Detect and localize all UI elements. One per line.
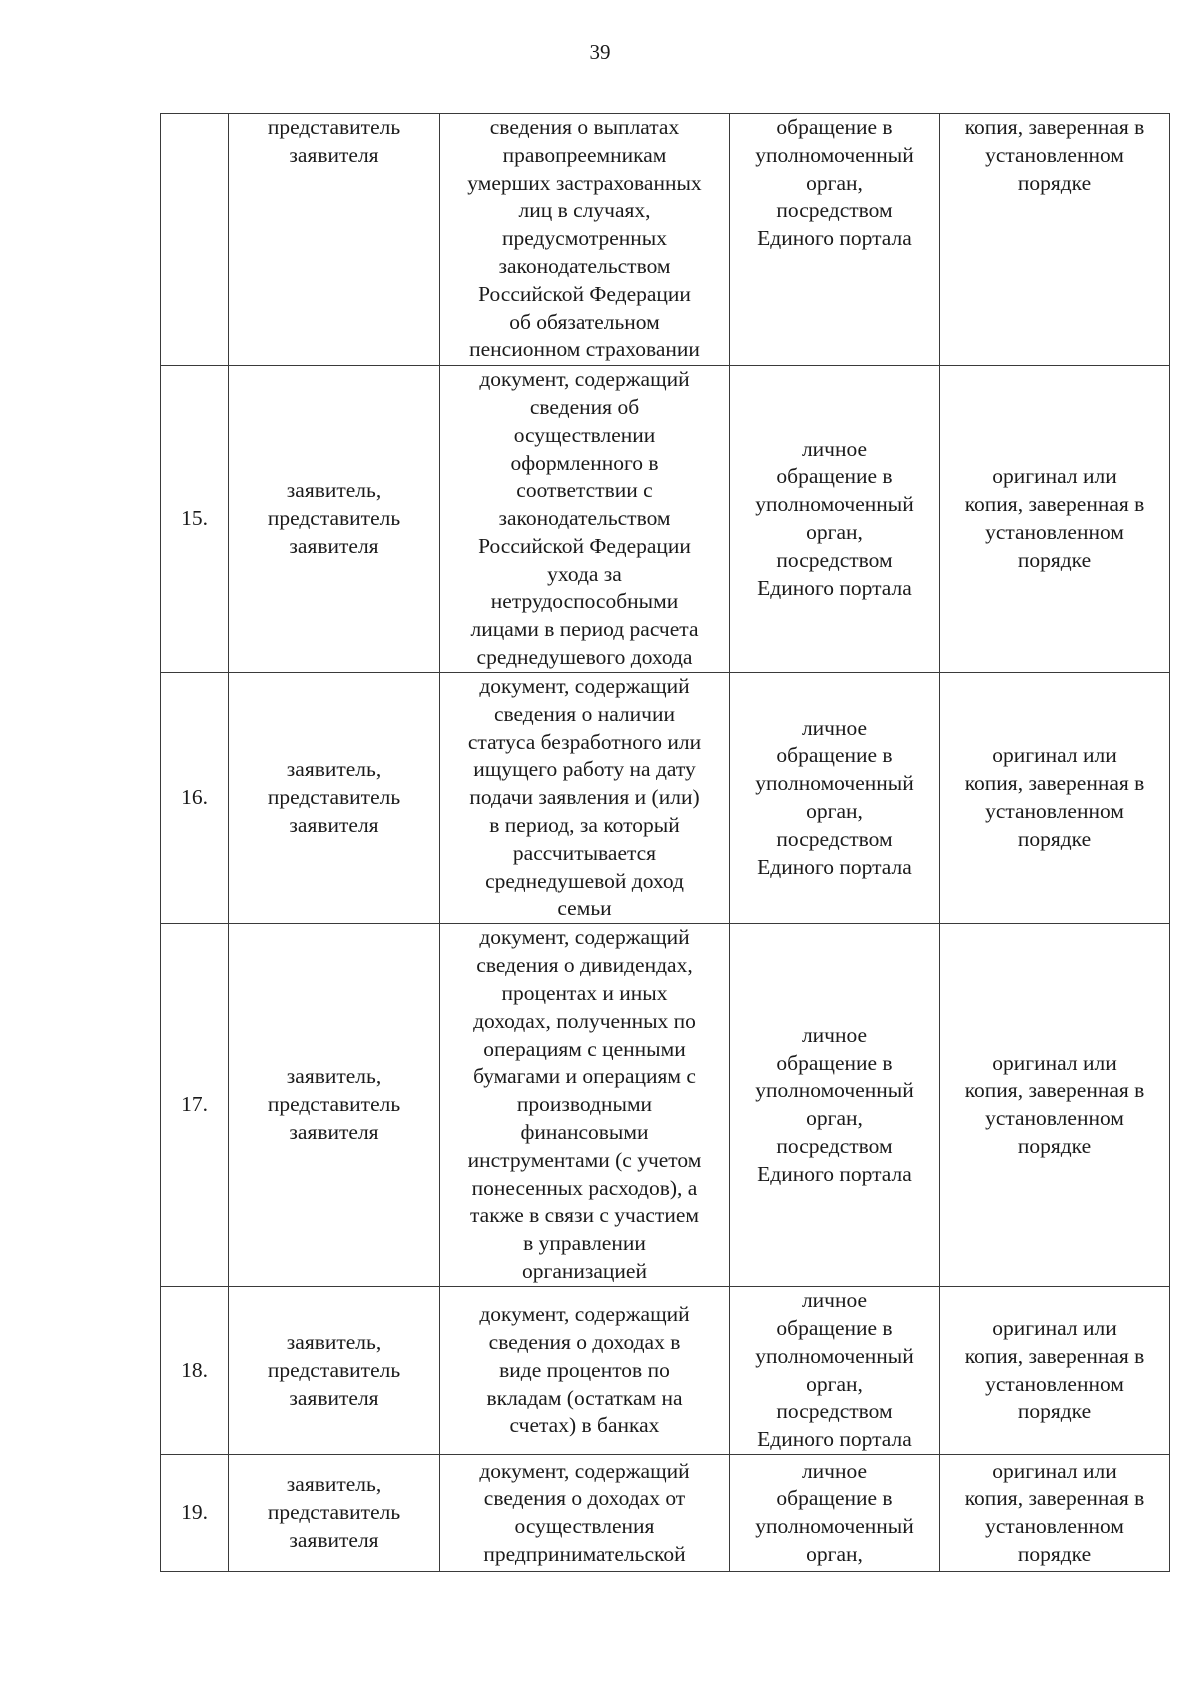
form-cell: оригинал или копия, заверенная в установленном порядке [940, 1287, 1170, 1455]
form-cell: оригинал или копия, заверенная в установленном порядке [940, 673, 1170, 924]
row-number: 16. [161, 673, 229, 924]
method-cell: личное обращение в уполномоченный орган, посредством Единого портала [730, 1287, 940, 1455]
table-row [161, 366, 1170, 673]
form-cell: оригинал или копия, заверенная в установленном порядке [940, 366, 1170, 673]
form-cell: копия, заверенная в установленном порядке [940, 114, 1170, 366]
applicant-cell: заявитель, представитель заявителя [229, 1287, 440, 1455]
table-row [161, 1455, 1170, 1572]
method-cell: личное обращение в уполномоченный орган, посредством Единого портала [730, 924, 940, 1287]
table-row [161, 673, 1170, 924]
page-number: 39 [589, 40, 611, 64]
row-number: 15. [161, 366, 229, 673]
row-number: 18. [161, 1287, 229, 1455]
table-row [161, 924, 1170, 1287]
method-cell: личное обращение в уполномоченный орган, [730, 1455, 940, 1572]
method-cell: личное обращение в уполномоченный орган, посредством Единого портала [730, 366, 940, 673]
applicant-cell: заявитель, представитель заявителя [229, 1455, 440, 1572]
table-row [161, 114, 1170, 366]
row-number: 19. [161, 1455, 229, 1572]
form-cell: оригинал или копия, заверенная в установленном порядке [940, 924, 1170, 1287]
document-cell: документ, содержащий сведения о наличии статуса безработного или ищущего работу на дату подачи заявления и (или) в период, за который рассчитывается среднедушевой доход семьи [440, 673, 730, 924]
method-cell: личное обращение в уполномоченный орган, посредством Единого портала [730, 673, 940, 924]
document-cell: документ, содержащий сведения об осуществлении оформленного в соответствии с законодательством Российской Федерации ухода за нетрудоспособными лицами в период расчета среднедушевого дохода [440, 366, 730, 673]
applicant-cell: представитель заявителя [229, 114, 440, 366]
table-row [161, 1287, 1170, 1455]
documents-table [160, 113, 1170, 1572]
applicant-cell: заявитель, представитель заявителя [229, 366, 440, 673]
form-cell: оригинал или копия, заверенная в установленном порядке [940, 1455, 1170, 1572]
row-number [161, 114, 229, 366]
document-cell: документ, содержащий сведения о доходах в виде процентов по вкладам (остаткам на счетах) в банках [440, 1287, 730, 1455]
applicant-cell: заявитель, представитель заявителя [229, 924, 440, 1287]
document-cell: документ, содержащий сведения о дивидендах, процентах и иных доходах, полученных по операциям с ценными бумагами и операциям с производными финансовыми инструментами (с учетом понесенных расходов), а также в связи с участием в управлении организацией [440, 924, 730, 1287]
method-cell: обращение в уполномоченный орган, посредством Единого портала [730, 114, 940, 366]
document-cell: документ, содержащий сведения о доходах от осуществления предпринимательской [440, 1455, 730, 1572]
document-cell: сведения о выплатах правопреемникам умерших застрахованных лиц в случаях, предусмотренных законодательством Российской Федерации об обязательном пенсионном страховании [440, 114, 730, 366]
applicant-cell: заявитель, представитель заявителя [229, 673, 440, 924]
row-number: 17. [161, 924, 229, 1287]
